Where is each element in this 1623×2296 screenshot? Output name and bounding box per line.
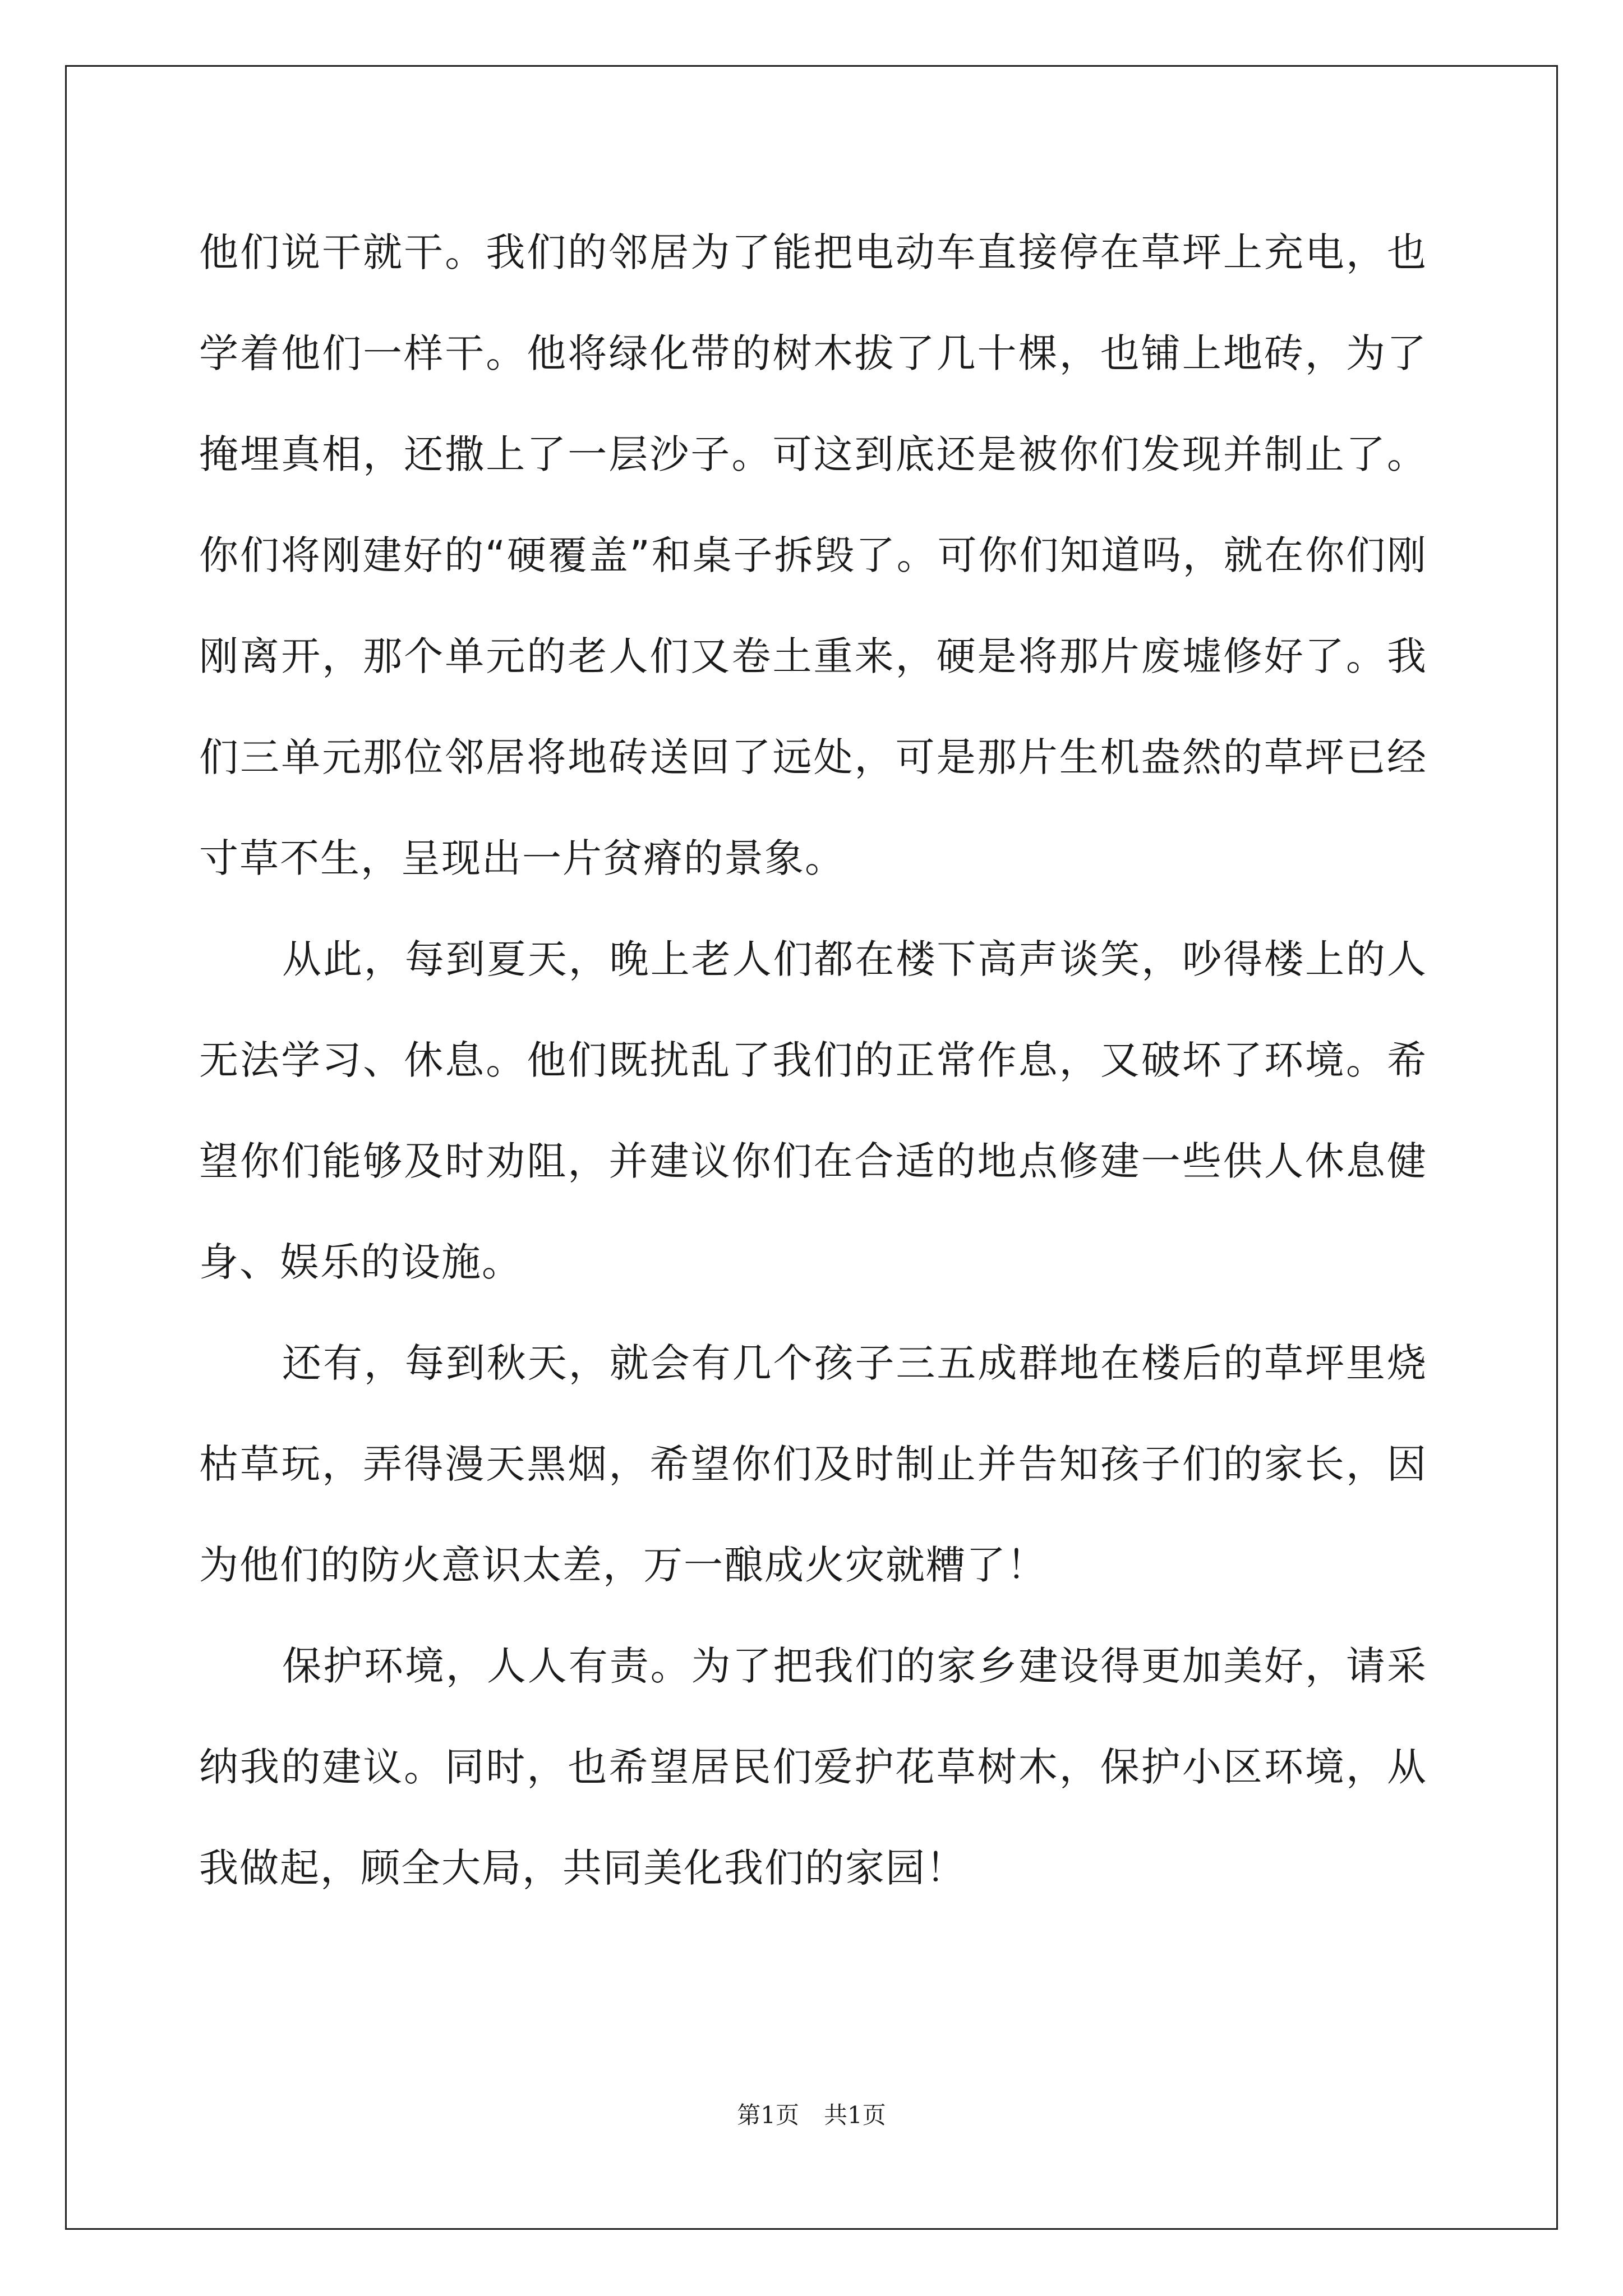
paragraph-3: 还有，每到秋天，就会有几个孩子三五成群地在楼后的草坪里烧枯草玩，弄得漫天黑烟，希望你们及时制止并告知孩子们的家长，因为他们的防火意识太差，万一酿成火灾就糟了！: [199, 1340, 1427, 1588]
paragraph-2: 从此，每到夏天，晚上老人们都在楼下高声谈笑，吵得楼上的人无法学习、休息。他们既扰乱了我们的正常作息，又破坏了环境。希望你们能够及时劝阻，并建议你们在合适的地点修建一些供人休息健身、娱乐的设施。: [199, 936, 1427, 1285]
document-body: [199, 202, 1427, 1918]
paragraph-4: 保护环境，人人有责。为了把我们的家乡建设得更加美好，请采纳我的建议。同时，也希望居民们爱护花草树木，保护小区环境，从我做起，顾全大局，共同美化我们的家园！: [199, 1643, 1427, 1891]
page-footer: [0, 2097, 1623, 2131]
page-number-current: 第1页: [737, 2101, 799, 2129]
paragraph-1: 他们说干就干。我们的邻居为了能把电动车直接停在草坪上充电，也学着他们一样干。他将绿化带的树木拔了几十棵，也铺上地砖，为了掩埋真相，还撒上了一层沙子。可这到底还是被你们发现并制止了。你们将刚建好的“硬覆盖”和桌子拆毁了。可你们知道吗，就在你们刚刚离开，那个单元的老人们又卷土重来，硬是将那片废墟修好了。我们三单元那位邻居将地砖送回了远处，可是那片生机盎然的草坪已经寸草不生，呈现出一片贫瘠的景象。: [199, 229, 1427, 881]
page-number-total: 共1页: [824, 2101, 886, 2129]
